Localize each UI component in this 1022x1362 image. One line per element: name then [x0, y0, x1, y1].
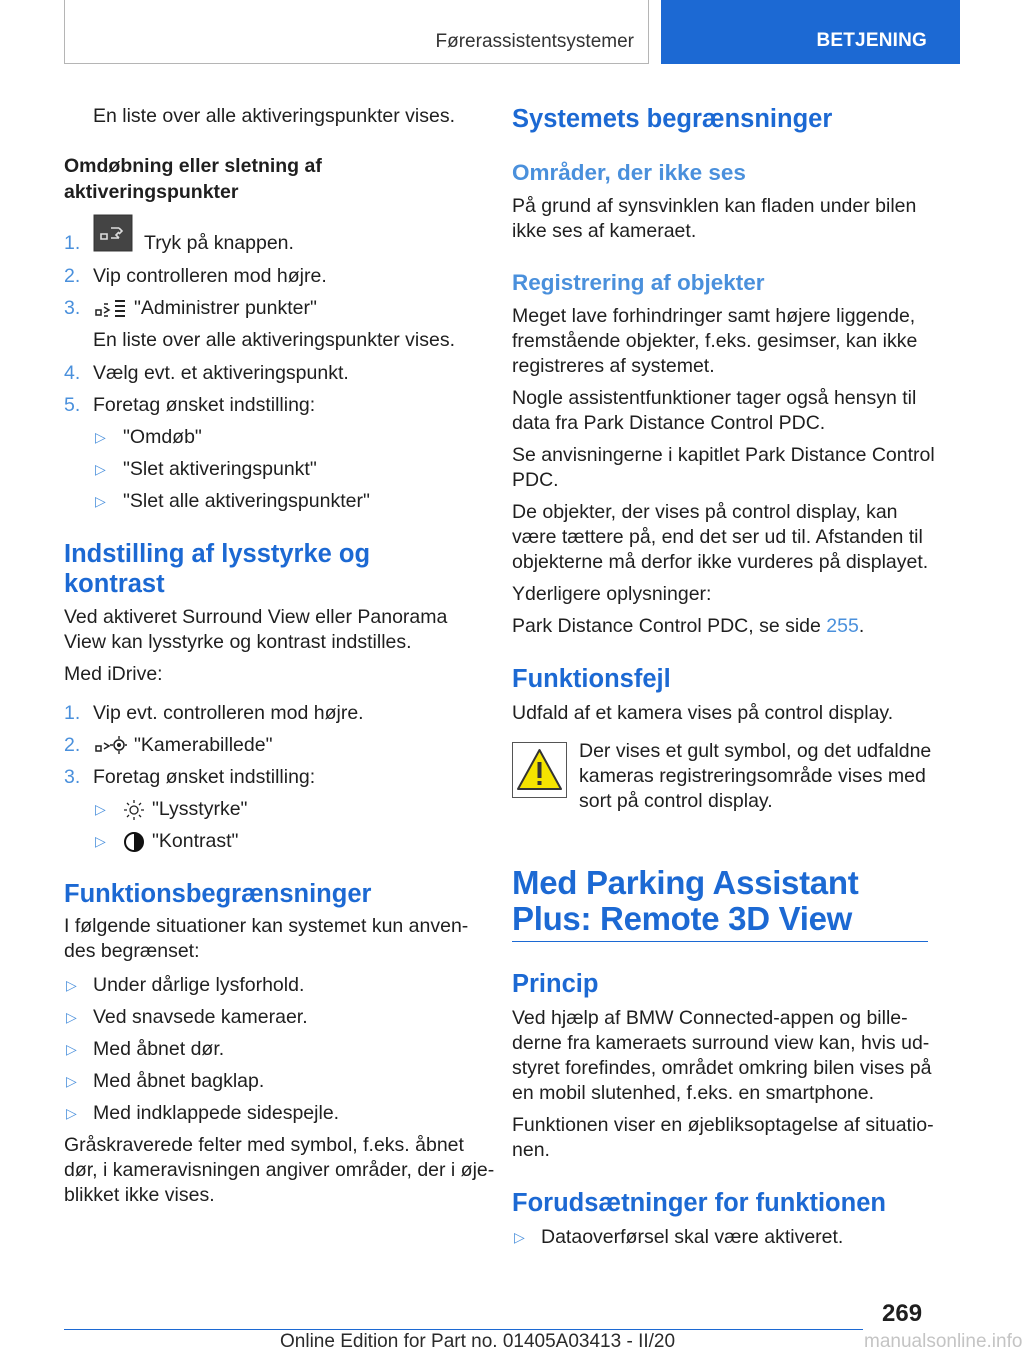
step-text: Foretag ønsket indstilling: — [93, 394, 316, 416]
points-button-icon — [93, 214, 133, 257]
bullet-triangle-icon: ▷ — [95, 493, 106, 509]
option-text: "Lysstyrke" — [152, 798, 248, 820]
body-text: data fra Park Distance Control PDC. — [512, 412, 826, 434]
bullet-triangle-icon: ▷ — [66, 1105, 77, 1121]
body-text: derne fra kameraets surround view kan, hvis ud- — [512, 1032, 930, 1054]
step-text: Vip controlleren mod højre. — [93, 265, 327, 287]
body-text: Nogle assistentfunktioner tager også hensyn til — [512, 387, 917, 409]
step-number: 2. — [64, 734, 81, 756]
step-number: 5. — [64, 394, 81, 416]
rename-heading-line2: aktiveringspunkter — [64, 181, 239, 203]
bullet-triangle-icon: ▷ — [514, 1229, 525, 1245]
step-text: Vælg evt. et aktiveringspunkt. — [93, 362, 349, 384]
step-number: 2. — [64, 265, 81, 287]
limit-item: Med indklappede sidespejle. — [93, 1102, 340, 1124]
body-text: De objekter, der vises på control display, kan — [512, 501, 898, 523]
step-subtext: En liste over alle aktiveringspunkter vises. — [93, 329, 455, 351]
watermark: manualsonline.info — [864, 1331, 1022, 1352]
body-text: PDC. — [512, 469, 559, 491]
unseen-areas-heading: Områder, der ikke ses — [512, 160, 746, 185]
heading-rule — [512, 941, 928, 942]
requirements-heading: Forudsætninger for funktionen — [512, 1189, 886, 1217]
bullet-triangle-icon: ▷ — [95, 461, 106, 477]
step-number: 1. — [64, 702, 81, 724]
limits-heading: Funktionsbegrænsninger — [64, 880, 372, 908]
body-text: På grund af synsvinklen kan fladen under bilen — [512, 195, 917, 217]
system-limits-heading: Systemets begrænsninger — [512, 105, 833, 133]
warning-text: sort på control display. — [579, 790, 773, 812]
footer-edition: Online Edition for Part no. 01405A03413 - II/20 — [280, 1331, 676, 1352]
body-text: blikket ikke vises. — [64, 1184, 215, 1206]
body-text: Gråskraverede felter med symbol, f.eks. åbnet — [64, 1134, 464, 1156]
page-link-255[interactable]: 255 — [826, 615, 859, 637]
step-number: 3. — [64, 297, 81, 319]
bullet-triangle-icon: ▷ — [66, 1041, 77, 1057]
bullet-triangle-icon: ▷ — [95, 429, 106, 445]
body-text: des begrænset: — [64, 940, 200, 962]
body-text: styret forefindes, området omkring bilen vises på — [512, 1057, 932, 1079]
step-text: "Administrer punkter" — [134, 297, 317, 319]
remote-3d-view-heading-line2: Plus: Remote 3D View — [512, 900, 853, 937]
requirement-item: Dataoverførsel skal være aktiveret. — [541, 1226, 844, 1248]
warning-triangle-icon — [512, 742, 567, 803]
body-text: Yderligere oplysninger: — [512, 583, 712, 605]
brightness-heading-line2: kontrast — [64, 570, 165, 598]
header-section-title: Førerassistentsystemer — [435, 31, 634, 52]
step-text: "Kamerabillede" — [134, 734, 273, 756]
limit-item: Med åbnet dør. — [93, 1038, 225, 1060]
warning-text: Der vises et gult symbol, og det udfaldne — [579, 740, 932, 762]
bullet-triangle-icon: ▷ — [66, 1073, 77, 1089]
step-text: Vip evt. controlleren mod højre. — [93, 702, 364, 724]
body-text: Med iDrive: — [64, 663, 163, 685]
header-chapter-tab[interactable] — [661, 0, 960, 64]
pdc-reference-end: . — [858, 615, 865, 637]
principle-heading: Princip — [512, 970, 599, 998]
brightness-heading-line1: Indstilling af lysstyrke og — [64, 540, 371, 568]
malfunction-heading: Funktionsfejl — [512, 665, 671, 693]
body-text: View kan lysstyrke og kontrast indstilles. — [64, 631, 412, 653]
bullet-triangle-icon: ▷ — [95, 833, 106, 849]
body-text: objekterne må derfor ikke vurderes på displayet. — [512, 551, 929, 573]
object-detection-heading: Registrering af objekter — [512, 270, 765, 295]
body-text: I følgende situationer kan systemet kun anven- — [64, 915, 469, 937]
option-text: "Slet aktiveringspunkt" — [123, 458, 317, 480]
page-number: 269 — [882, 1300, 923, 1327]
contrast-icon — [123, 831, 145, 858]
footer-rule — [64, 1329, 863, 1330]
option-text: "Kontrast" — [152, 830, 239, 852]
pdc-reference — [512, 614, 864, 639]
header-chapter-label: BETJENING — [816, 30, 927, 51]
body-text: registreres af systemet. — [512, 355, 715, 377]
body-text: Meget lave forhindringer samt højere liggende, — [512, 305, 916, 327]
bullet-triangle-icon: ▷ — [95, 801, 106, 817]
remote-3d-view-heading-line1: Med Parking Assistant — [512, 864, 859, 901]
body-text: Udfald af et kamera vises på control display. — [512, 702, 894, 724]
header-section-box — [64, 0, 649, 64]
warning-text: kameras registreringsområde vises med — [579, 765, 926, 787]
body-text: Funktionen viser en øjebliksoptagelse af situatio- — [512, 1114, 934, 1136]
bullet-triangle-icon: ▷ — [66, 977, 77, 993]
limit-item: Ved snavsede kameraer. — [93, 1006, 308, 1028]
body-text: Ved aktiveret Surround View eller Panorama — [64, 606, 448, 628]
camera-image-icon — [93, 734, 127, 761]
option-text: "Omdøb" — [123, 426, 202, 448]
body-text: fremstående objekter, f.eks. gesimser, kan ikke — [512, 330, 918, 352]
step-number: 3. — [64, 766, 81, 788]
limit-item: Med åbnet bagklap. — [93, 1070, 265, 1092]
step-number: 1. — [64, 232, 81, 254]
manage-points-icon — [93, 298, 127, 325]
body-text: ikke ses af kameraet. — [512, 220, 697, 242]
pdc-reference-text: Park Distance Control PDC, se side — [512, 615, 827, 637]
body-text: en mobil slutenhed, f.eks. en smartphone. — [512, 1082, 875, 1104]
step-text: Tryk på knappen. — [144, 232, 294, 254]
step-text: Foretag ønsket indstilling: — [93, 766, 316, 788]
intro-text: En liste over alle aktiveringspunkter vises. — [93, 105, 455, 127]
step-number: 4. — [64, 362, 81, 384]
body-text: være tættere på, end det ser ud til. Afstanden til — [512, 526, 923, 548]
body-text: Se anvisningerne i kapitlet Park Distance Control — [512, 444, 935, 466]
option-text: "Slet alle aktiveringspunkter" — [123, 490, 370, 512]
body-text: dør, i kameravisningen angiver områder, der i øje- — [64, 1159, 495, 1181]
body-text: Ved hjælp af BMW Connected-appen og bille- — [512, 1007, 908, 1029]
rename-heading-line1: Omdøbning eller sletning af — [64, 155, 322, 177]
bullet-triangle-icon: ▷ — [66, 1009, 77, 1025]
body-text: nen. — [512, 1139, 550, 1161]
brightness-icon — [123, 799, 145, 826]
limit-item: Under dårlige lysforhold. — [93, 974, 305, 996]
